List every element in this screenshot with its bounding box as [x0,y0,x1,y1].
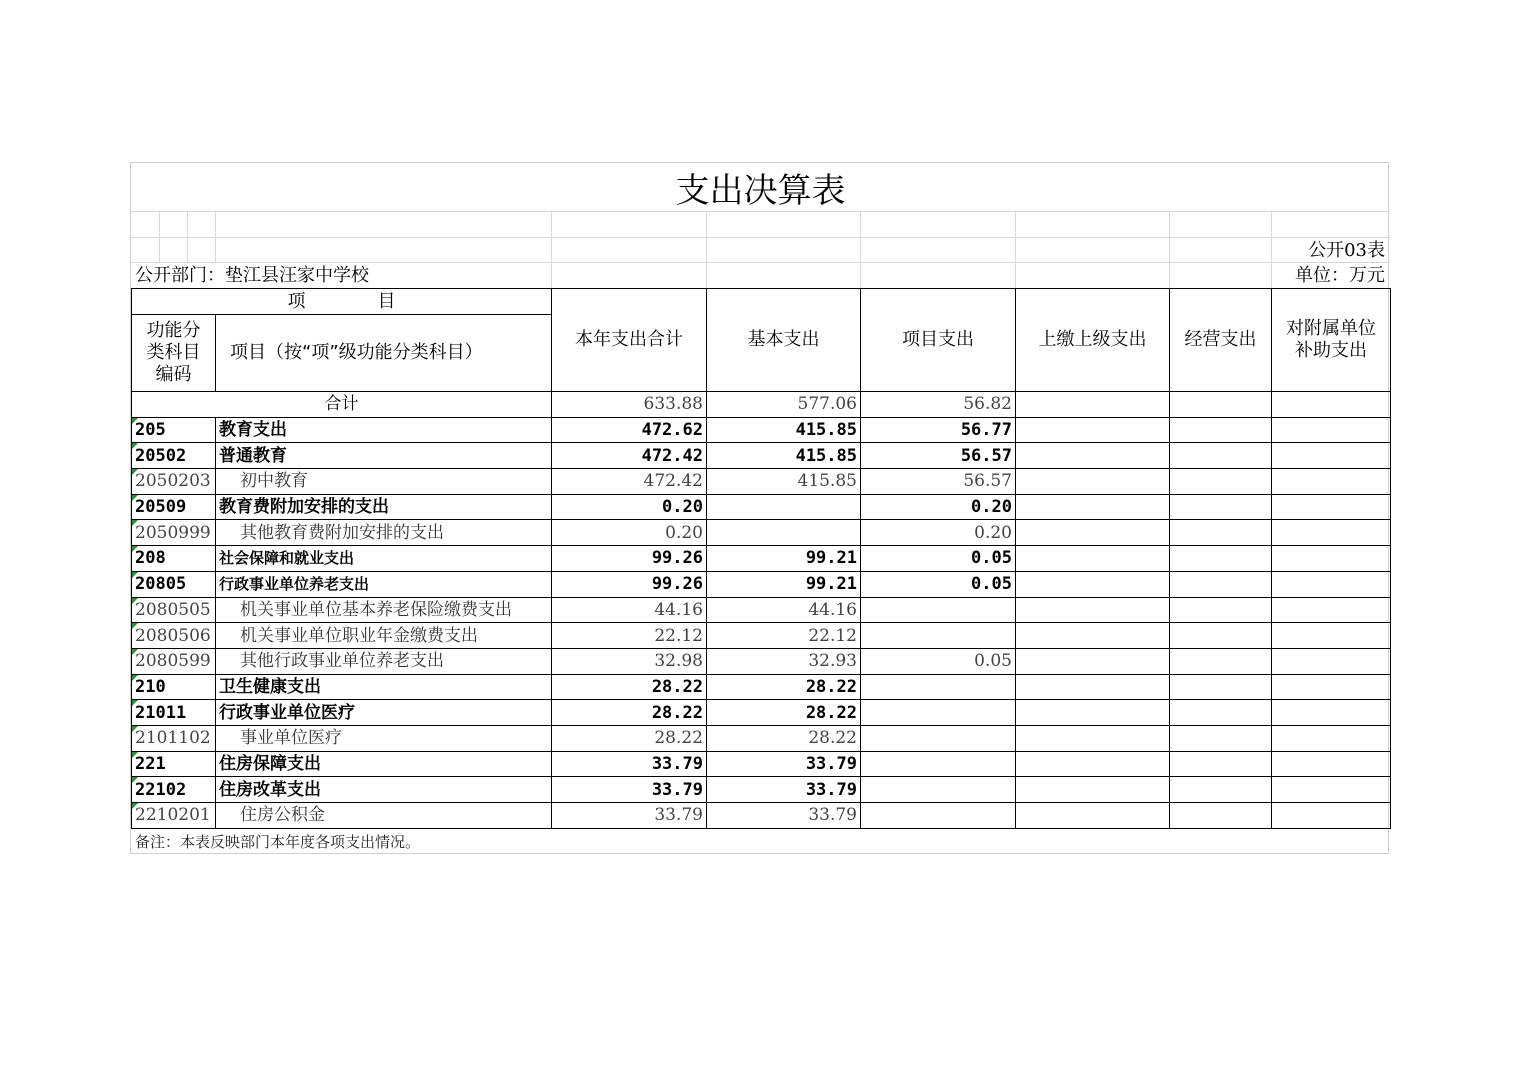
gridline [215,211,216,262]
project-cell: 0.05 [861,648,1016,674]
basic-cell: 99.21 [707,546,861,572]
project-cell: 56.77 [861,417,1016,443]
gridline [187,211,188,262]
total-cell: 28.22 [552,725,707,751]
basic-cell: 22.12 [707,623,861,649]
upper-cell [1016,571,1170,597]
error-indicator-icon [132,675,138,681]
project-cell [861,777,1016,803]
error-indicator-icon [132,649,138,655]
error-indicator-icon [132,623,138,629]
code-cell [132,674,216,700]
code-cell [132,571,216,597]
project-cell [861,700,1016,726]
subsidy-cell [1272,700,1391,726]
gridline [551,211,552,288]
name-cell: 教育费附加安排的支出 [216,494,552,520]
table-row [132,417,1391,443]
basic-cell: 32.93 [707,648,861,674]
table-row [132,494,1391,520]
code-cell [132,725,216,751]
basic-cell: 44.16 [707,597,861,623]
total-upper [1016,392,1170,418]
gridline [860,211,861,288]
total-cell: 0.20 [552,520,707,546]
subsidy-cell [1272,546,1391,572]
business-cell [1170,469,1272,495]
header-project: 项目支出 [861,289,1016,392]
table-row [132,725,1391,751]
code-text: 20509 [135,497,187,518]
error-indicator-icon [132,469,138,475]
error-indicator-icon [132,546,138,552]
business-cell [1170,648,1272,674]
code-cell [132,469,216,495]
gridline [1169,211,1170,288]
form-number: 公开03表 [1308,240,1385,261]
error-indicator-icon [132,752,138,758]
basic-cell: 33.79 [707,803,861,829]
basic-cell: 28.22 [707,674,861,700]
total-amount: 633.88 [552,392,707,418]
error-indicator-icon [132,520,138,526]
basic-cell: 415.85 [707,443,861,469]
project-cell: 56.57 [861,443,1016,469]
total-label: 合计 [132,392,552,418]
total-cell: 32.98 [552,648,707,674]
code-text: 22102 [135,779,187,800]
total-subsidy [1272,392,1391,418]
business-cell [1170,546,1272,572]
project-cell [861,725,1016,751]
upper-cell [1016,494,1170,520]
project-cell: 0.20 [861,494,1016,520]
upper-cell [1016,777,1170,803]
business-cell [1170,777,1272,803]
header-item-group: 项 目 [132,289,552,315]
name-cell: 行政事业单位养老支出 [216,571,552,597]
name-cell: 住房公积金 [216,803,552,829]
name-cell: 其他教育费附加安排的支出 [216,520,552,546]
upper-cell [1016,648,1170,674]
total-cell: 99.26 [552,546,707,572]
table-row [132,623,1391,649]
code-text: 210 [135,676,166,697]
subsidy-cell [1272,674,1391,700]
code-cell [132,777,216,803]
total-cell: 472.42 [552,469,707,495]
total-cell: 472.62 [552,417,707,443]
table-row [132,597,1391,623]
total-cell: 0.20 [552,494,707,520]
subsidy-cell [1272,571,1391,597]
business-cell [1170,597,1272,623]
project-cell [861,623,1016,649]
code-text: 2101102 [135,728,211,749]
upper-cell [1016,700,1170,726]
business-cell [1170,700,1272,726]
subsidy-cell [1272,623,1391,649]
gridline [1015,211,1016,288]
upper-cell [1016,751,1170,777]
department-label: 公开部门：垫江县汪家中学校 [135,265,369,286]
business-cell [1170,623,1272,649]
code-text: 20502 [135,445,187,466]
error-indicator-icon [132,726,138,732]
name-cell: 机关事业单位基本养老保险缴费支出 [216,597,552,623]
name-cell: 机关事业单位职业年金缴费支出 [216,623,552,649]
basic-cell: 99.21 [707,571,861,597]
upper-cell [1016,417,1170,443]
basic-cell: 415.85 [707,469,861,495]
total-cell: 472.42 [552,443,707,469]
total-basic: 577.06 [707,392,861,418]
name-cell: 初中教育 [216,469,552,495]
basic-cell [707,520,861,546]
upper-cell [1016,520,1170,546]
basic-cell: 33.79 [707,777,861,803]
upper-cell [1016,623,1170,649]
name-cell: 其他行政事业单位养老支出 [216,648,552,674]
code-cell [132,751,216,777]
subsidy-cell [1272,520,1391,546]
upper-cell [1016,597,1170,623]
code-text: 221 [135,753,166,774]
error-indicator-icon [132,803,138,809]
project-cell [861,803,1016,829]
project-cell: 0.05 [861,546,1016,572]
table-row [132,443,1391,469]
total-cell: 33.79 [552,777,707,803]
header-basic: 基本支出 [707,289,861,392]
basic-cell: 28.22 [707,725,861,751]
basic-cell: 28.22 [707,700,861,726]
upper-cell [1016,546,1170,572]
basic-cell [707,494,861,520]
code-text: 2210201 [135,805,211,826]
total-cell: 33.79 [552,751,707,777]
business-cell [1170,494,1272,520]
name-cell: 住房保障支出 [216,751,552,777]
total-cell: 28.22 [552,674,707,700]
table-row [132,520,1391,546]
name-cell: 普通教育 [216,443,552,469]
table-row [132,803,1391,829]
subsidy-cell [1272,443,1391,469]
upper-cell [1016,443,1170,469]
code-cell [132,648,216,674]
code-text: 208 [135,548,166,569]
error-indicator-icon [132,572,138,578]
table-row [132,700,1391,726]
expenditure-table [131,288,1391,829]
name-cell: 社会保障和就业支出 [216,546,552,572]
header-total: 本年支出合计 [552,289,707,392]
code-text: 205 [135,420,166,441]
code-text: 20805 [135,574,187,595]
business-cell [1170,417,1272,443]
subsidy-cell [1272,725,1391,751]
error-indicator-icon [132,700,138,706]
subsidy-cell [1272,469,1391,495]
code-cell [132,494,216,520]
footnote: 备注：本表反映部门本年度各项支出情况。 [135,833,421,851]
business-cell [1170,571,1272,597]
subsidy-cell [1272,803,1391,829]
expenditure-sheet [130,162,1389,854]
business-cell [1170,520,1272,546]
project-cell: 56.57 [861,469,1016,495]
error-indicator-icon [132,418,138,424]
table-row [132,648,1391,674]
upper-cell [1016,803,1170,829]
table-row [132,469,1391,495]
total-business [1170,392,1272,418]
business-cell [1170,443,1272,469]
table-row [132,674,1391,700]
error-indicator-icon [132,495,138,501]
project-cell [861,751,1016,777]
code-cell [132,520,216,546]
subsidy-cell [1272,494,1391,520]
header-upper: 上缴上级支出 [1016,289,1170,392]
total-cell: 33.79 [552,803,707,829]
project-cell: 0.20 [861,520,1016,546]
gridline [159,211,160,262]
error-indicator-icon [132,777,138,783]
table-row [132,546,1391,572]
total-cell: 99.26 [552,571,707,597]
code-cell [132,443,216,469]
upper-cell [1016,674,1170,700]
total-cell: 44.16 [552,597,707,623]
table-body [132,417,1391,828]
code-cell [132,803,216,829]
name-cell: 事业单位医疗 [216,725,552,751]
header-name: 项目（按“项”级功能分类科目） [216,315,552,392]
basic-cell: 33.79 [707,751,861,777]
header-subsidy: 对附属单位补助支出 [1272,289,1391,392]
error-indicator-icon [132,443,138,449]
table-row [132,571,1391,597]
total-project: 56.82 [861,392,1016,418]
code-text: 2080599 [135,651,211,672]
project-cell [861,674,1016,700]
business-cell [1170,803,1272,829]
code-text: 2080506 [135,625,211,646]
name-cell: 行政事业单位医疗 [216,700,552,726]
total-cell: 22.12 [552,623,707,649]
subsidy-cell [1272,417,1391,443]
gridline [131,211,1390,212]
gridline [131,237,1390,238]
total-cell: 28.22 [552,700,707,726]
error-indicator-icon [132,598,138,604]
code-cell [132,546,216,572]
upper-cell [1016,725,1170,751]
code-text: 2050203 [135,471,211,492]
upper-cell [1016,469,1170,495]
code-text: 21011 [135,702,187,723]
project-cell: 0.05 [861,571,1016,597]
gridline [706,211,707,288]
code-text: 2080505 [135,599,211,620]
code-cell [132,700,216,726]
table-row [132,777,1391,803]
name-cell: 教育支出 [216,417,552,443]
subsidy-cell [1272,648,1391,674]
business-cell [1170,751,1272,777]
sheet-title: 支出决算表 [675,171,846,211]
code-cell [132,417,216,443]
subsidy-cell [1272,777,1391,803]
name-cell: 住房改革支出 [216,777,552,803]
subsidy-cell [1272,597,1391,623]
code-cell [132,623,216,649]
code-text: 2050999 [135,522,211,543]
code-cell [132,597,216,623]
name-cell: 卫生健康支出 [216,674,552,700]
header-code: 功能分类科目编码 [132,315,216,392]
gridline [1271,211,1272,288]
project-cell [861,597,1016,623]
business-cell [1170,725,1272,751]
unit-label: 单位：万元 [1295,265,1385,286]
subsidy-cell [1272,751,1391,777]
table-row [132,751,1391,777]
basic-cell: 415.85 [707,417,861,443]
total-row [132,392,1391,418]
business-cell [1170,674,1272,700]
header-business: 经营支出 [1170,289,1272,392]
